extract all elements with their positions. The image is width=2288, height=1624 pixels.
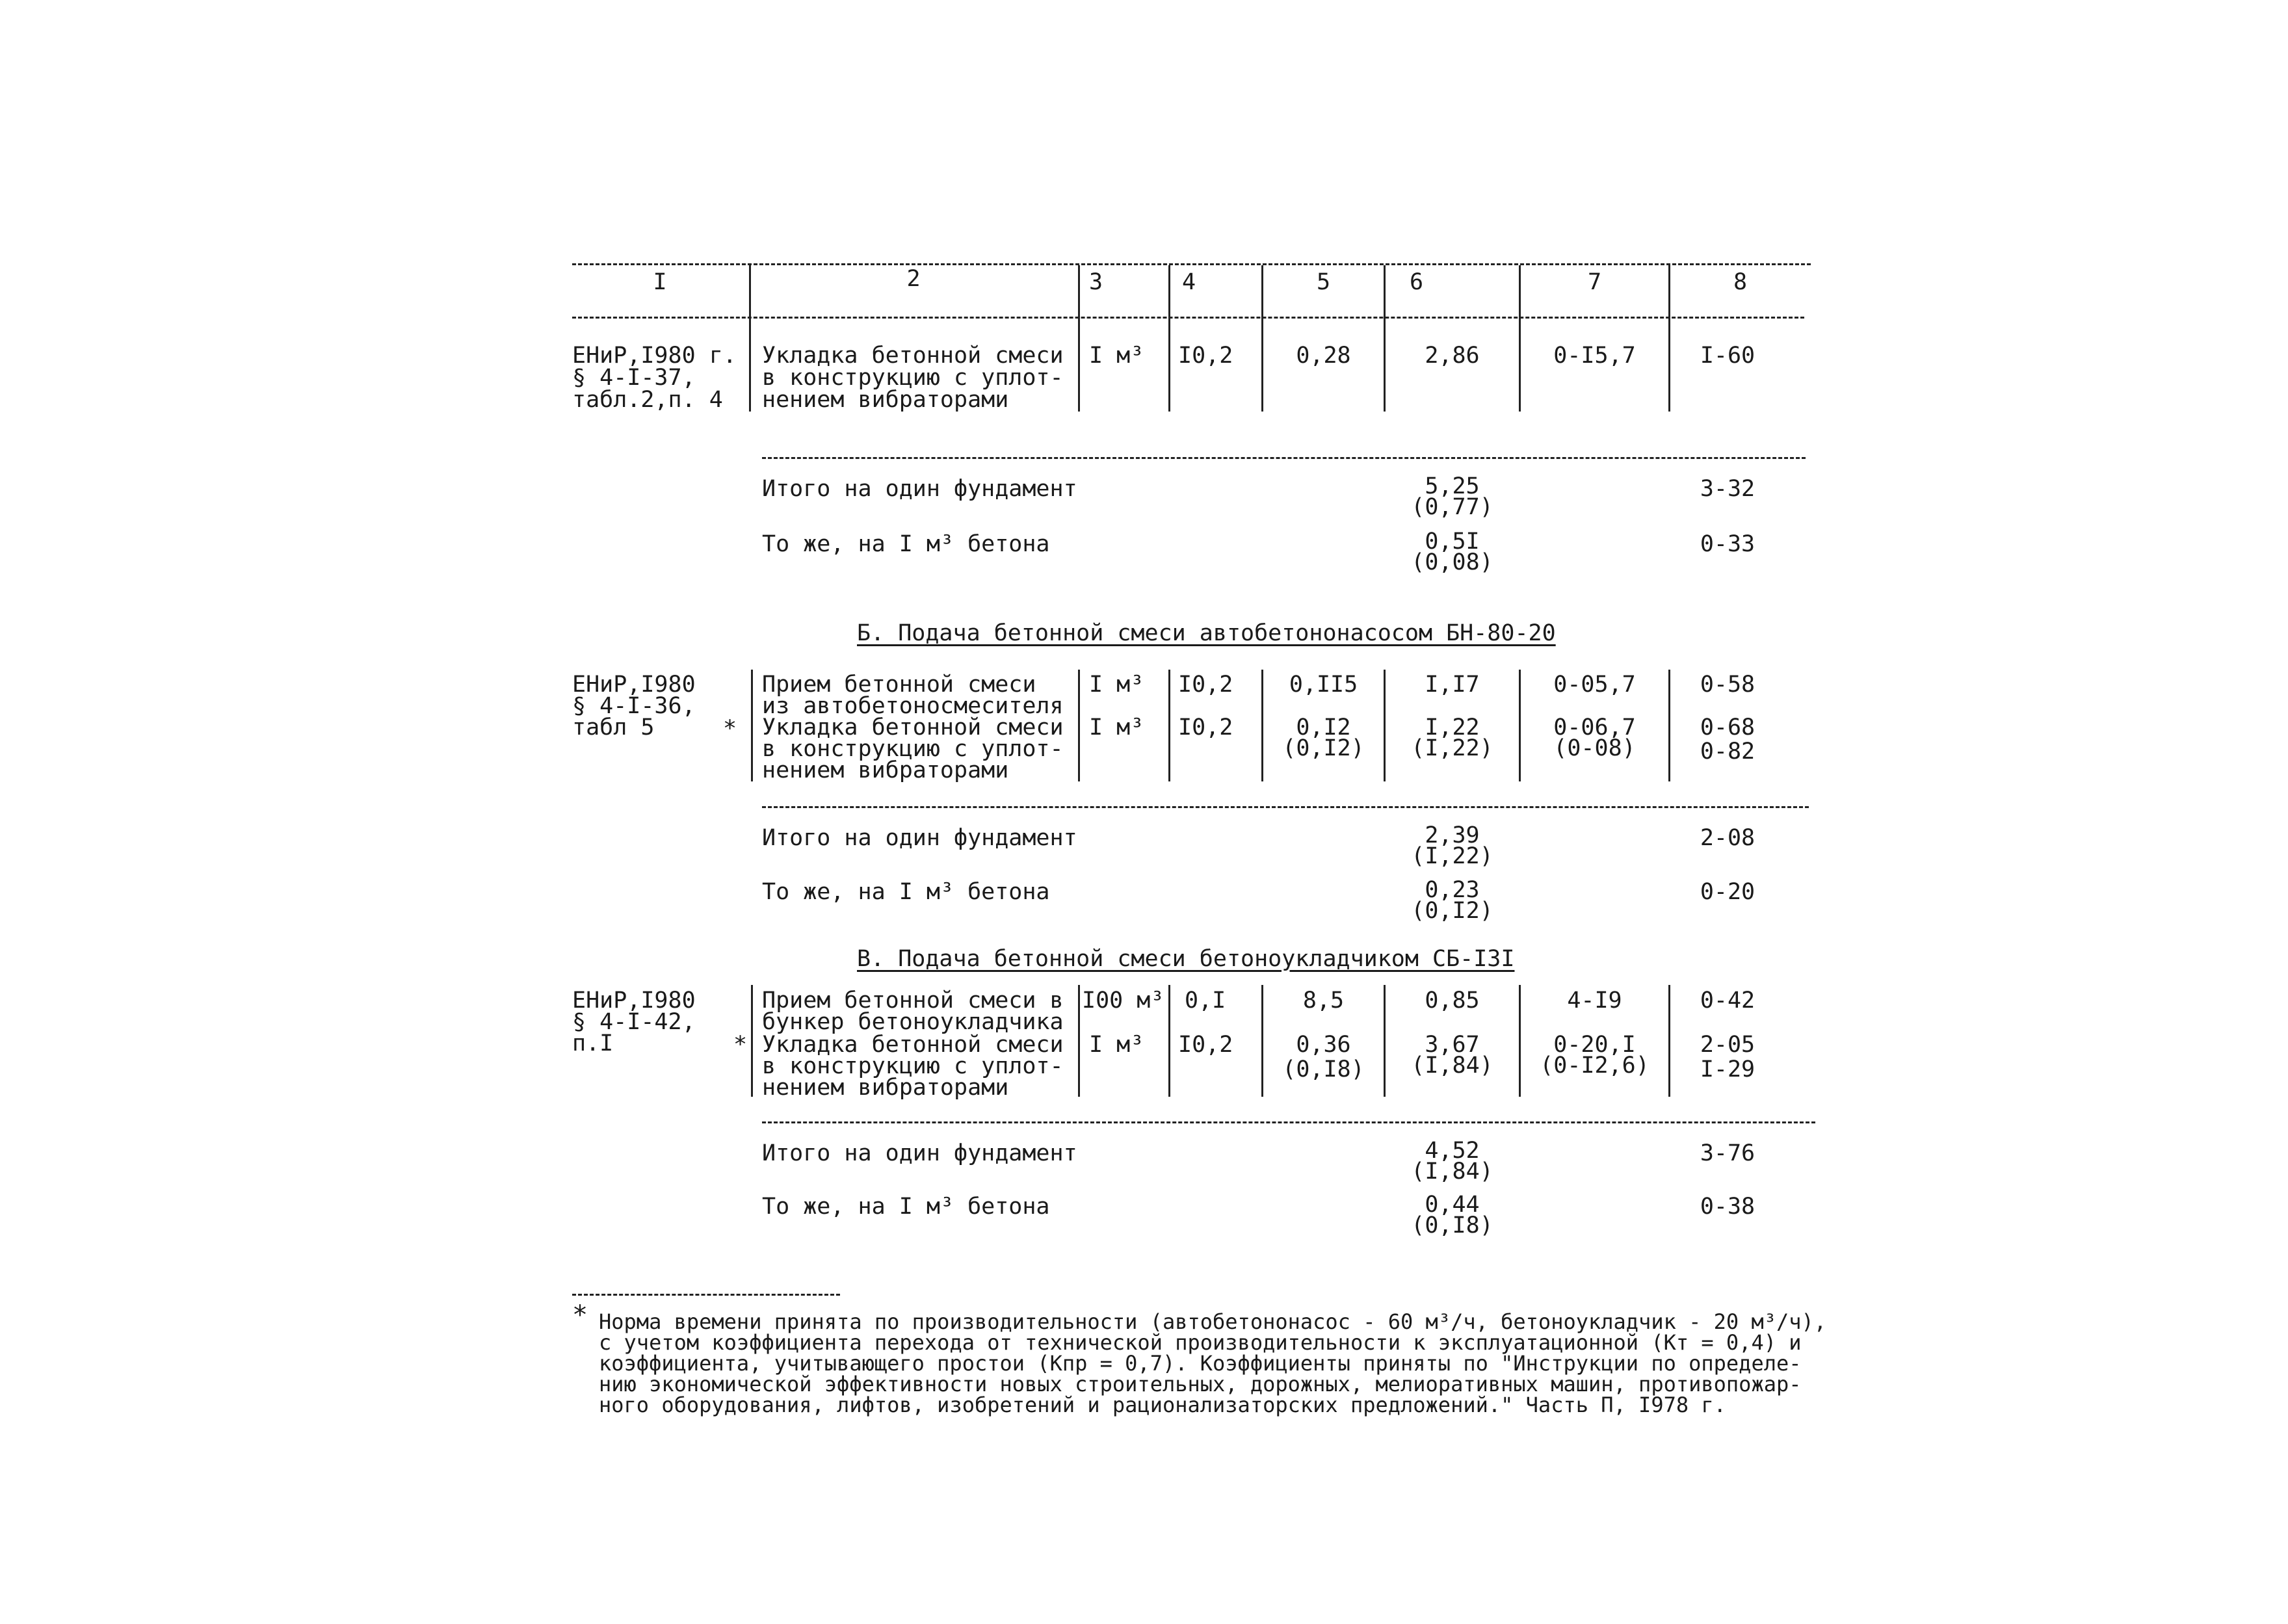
total-c6: (I,22)	[1411, 843, 1493, 869]
header-col-2: 2	[906, 266, 921, 292]
col-divider	[1078, 265, 1080, 412]
col5-cell: 0,28	[1296, 343, 1351, 369]
operation-name: из автобетоносмесителя	[762, 693, 1064, 719]
header-col-5: 5	[1316, 269, 1331, 295]
source-ref: п.I	[572, 1030, 614, 1056]
col7-cell: 0-05,7	[1553, 672, 1636, 698]
per-m3-label: То же, на I м³ бетона	[762, 879, 1050, 905]
footnote-marker: *	[572, 1300, 588, 1330]
col6-cell: I,22	[1425, 714, 1480, 740]
total-label: Итого на один фундамент	[762, 1140, 1077, 1166]
col-divider	[1168, 265, 1170, 412]
col-divider	[1078, 670, 1080, 781]
operation-name: нением вибраторами	[762, 1075, 1009, 1101]
col4-cell: 0,I	[1185, 988, 1226, 1014]
col-divider	[1384, 265, 1386, 412]
per-m3-c8: 0-38	[1700, 1194, 1755, 1220]
total-c8: 3-76	[1700, 1140, 1755, 1166]
col6-cell: 2,86	[1425, 343, 1480, 369]
operation-name: Укладка бетонной смеси	[762, 343, 1064, 369]
col7-cell: 0-20,I	[1553, 1032, 1636, 1058]
source-ref: табл.2,п. 4	[572, 387, 723, 413]
per-m3-c8: 0-20	[1700, 879, 1755, 905]
per-m3-c6: (0,08)	[1411, 549, 1493, 575]
header-col-8: 8	[1733, 269, 1748, 295]
footnote-rule	[572, 1294, 840, 1296]
operation-name: нением вибраторами	[762, 757, 1009, 783]
col4-cell: I0,2	[1178, 672, 1233, 698]
col-divider	[751, 985, 753, 1097]
col8-cell: 0-58	[1700, 672, 1755, 698]
footnote-line: с учетом коэффициента перехода от технической производительности к эксплуатационной (Кт = 0,4) и	[599, 1330, 1802, 1355]
operation-name: в конструкцию с уплот-	[762, 365, 1064, 391]
col8-cell: 2-05	[1700, 1032, 1755, 1058]
col4-cell: I0,2	[1178, 343, 1233, 369]
col8-cell: 0-82	[1700, 739, 1755, 765]
col4-cell: I0,2	[1178, 714, 1233, 740]
col6-cell: (I,22)	[1411, 735, 1493, 761]
per-m3-c6: 0,5I	[1425, 529, 1480, 555]
unit-cell: I м³	[1089, 343, 1144, 369]
col8-cell: I-60	[1700, 343, 1755, 369]
col6-cell: 0,85	[1425, 988, 1480, 1014]
header-col-6: 6	[1410, 269, 1424, 295]
subtotal-rule	[762, 1121, 1815, 1123]
operation-name: в конструкцию с уплот-	[762, 1053, 1064, 1079]
footnote-line: коэффициента, учитывающего простои (Кпр = 0,7). Коэффициенты приняты по "Инструкции по определе-	[599, 1351, 1802, 1376]
col-divider	[1168, 985, 1170, 1097]
per-m3-c6: (0,I8)	[1411, 1212, 1493, 1238]
footnote-marker: *	[733, 1032, 748, 1058]
col7-cell: 4-I9	[1567, 988, 1622, 1014]
source-ref: ЕНиР,I980 г.	[572, 343, 737, 369]
col-divider	[1078, 985, 1080, 1097]
total-c6: 2,39	[1425, 822, 1480, 848]
source-ref: § 4-I-36,	[572, 693, 696, 719]
per-m3-c8: 0-33	[1700, 531, 1755, 557]
source-ref: табл 5	[572, 714, 655, 740]
source-ref: ЕНиР,I980	[572, 988, 696, 1014]
operation-name: в конструкцию с уплот-	[762, 736, 1064, 762]
col5-cell: (0,I8)	[1282, 1056, 1365, 1082]
operation-name: Укладка бетонной смеси	[762, 1032, 1064, 1058]
col4-cell: I0,2	[1178, 1032, 1233, 1058]
per-m3-c6: 0,44	[1425, 1192, 1480, 1218]
operation-name: Укладка бетонной смеси	[762, 714, 1064, 740]
source-ref: § 4-I-42,	[572, 1009, 696, 1035]
total-c6: (0,77)	[1411, 494, 1493, 520]
col7-cell: 0-06,7	[1553, 714, 1636, 740]
col5-cell: 0,II5	[1289, 672, 1358, 698]
operation-name: бункер бетоноукладчика	[762, 1009, 1064, 1035]
per-m3-label: То же, на I м³ бетона	[762, 531, 1050, 557]
col5-cell: 0,I2	[1296, 714, 1351, 740]
total-label: Итого на один фундамент	[762, 476, 1077, 502]
total-c8: 2-08	[1700, 825, 1755, 851]
col8-cell: I-29	[1700, 1056, 1755, 1082]
unit-cell: I м³	[1089, 714, 1144, 740]
unit-cell: I м³	[1089, 672, 1144, 698]
col5-cell: 0,36	[1296, 1032, 1351, 1058]
footnote-line: Норма времени принята по производительности (автобетононасос - 60 м³/ч, бетоноукладчик - 20 м³/ч),	[599, 1309, 1827, 1334]
unit-cell: I00 м³	[1082, 988, 1164, 1014]
col7-cell: (0-08)	[1553, 735, 1636, 761]
footnote-line: ного оборудования, лифтов, изобретений и рационализаторских предложений." Часть П, I978 г.	[599, 1393, 1726, 1417]
source-ref: ЕНиР,I980	[572, 672, 696, 698]
col6-cell: I,I7	[1425, 672, 1480, 698]
total-label: Итого на один фундамент	[762, 825, 1077, 851]
source-ref: § 4-I-37,	[572, 365, 696, 391]
header-col-1: I	[653, 269, 667, 295]
total-c6: 4,52	[1425, 1138, 1480, 1164]
table-top-rule	[572, 263, 1811, 265]
header-col-7: 7	[1587, 269, 1602, 295]
col8-cell: 0-42	[1700, 988, 1755, 1014]
col6-cell: 3,67	[1425, 1032, 1480, 1058]
header-col-3: 3	[1089, 269, 1103, 295]
col-divider	[1168, 670, 1170, 781]
operation-name: Прием бетонной смеси в	[762, 988, 1064, 1014]
total-c6: 5,25	[1425, 473, 1480, 499]
per-m3-label: То же, на I м³ бетона	[762, 1194, 1050, 1220]
header-col-4: 4	[1182, 269, 1196, 295]
table-header-rule	[572, 317, 1804, 319]
subtotal-rule	[762, 806, 1809, 808]
section-title: Б. Подача бетонной смеси автобетононасосом БН-80-20	[857, 620, 1556, 646]
per-m3-c6: 0,23	[1425, 877, 1480, 903]
operation-name: Прием бетонной смеси	[762, 672, 1036, 698]
col-divider	[751, 670, 753, 781]
col5-cell: 8,5	[1302, 988, 1345, 1014]
total-c8: 3-32	[1700, 476, 1755, 502]
col6-cell: (I,84)	[1411, 1053, 1493, 1079]
section-title: В. Подача бетонной смеси бетоноукладчиком СБ-I3I	[857, 946, 1515, 972]
col7-cell: (0-I2,6)	[1540, 1053, 1650, 1079]
per-m3-c6: (0,I2)	[1411, 898, 1493, 924]
col5-cell: (0,I2)	[1282, 735, 1365, 761]
footnote-marker: *	[723, 716, 737, 742]
footnote-line: нию экономической эффективности новых строительных, дорожных, мелиоративных машин, противопожар-	[599, 1372, 1802, 1396]
subtotal-rule	[762, 457, 1806, 459]
operation-name: нением вибраторами	[762, 387, 1009, 413]
unit-cell: I м³	[1089, 1032, 1144, 1058]
col7-cell: 0-I5,7	[1553, 343, 1636, 369]
total-c6: (I,84)	[1411, 1159, 1493, 1185]
col8-cell: 0-68	[1700, 714, 1755, 740]
